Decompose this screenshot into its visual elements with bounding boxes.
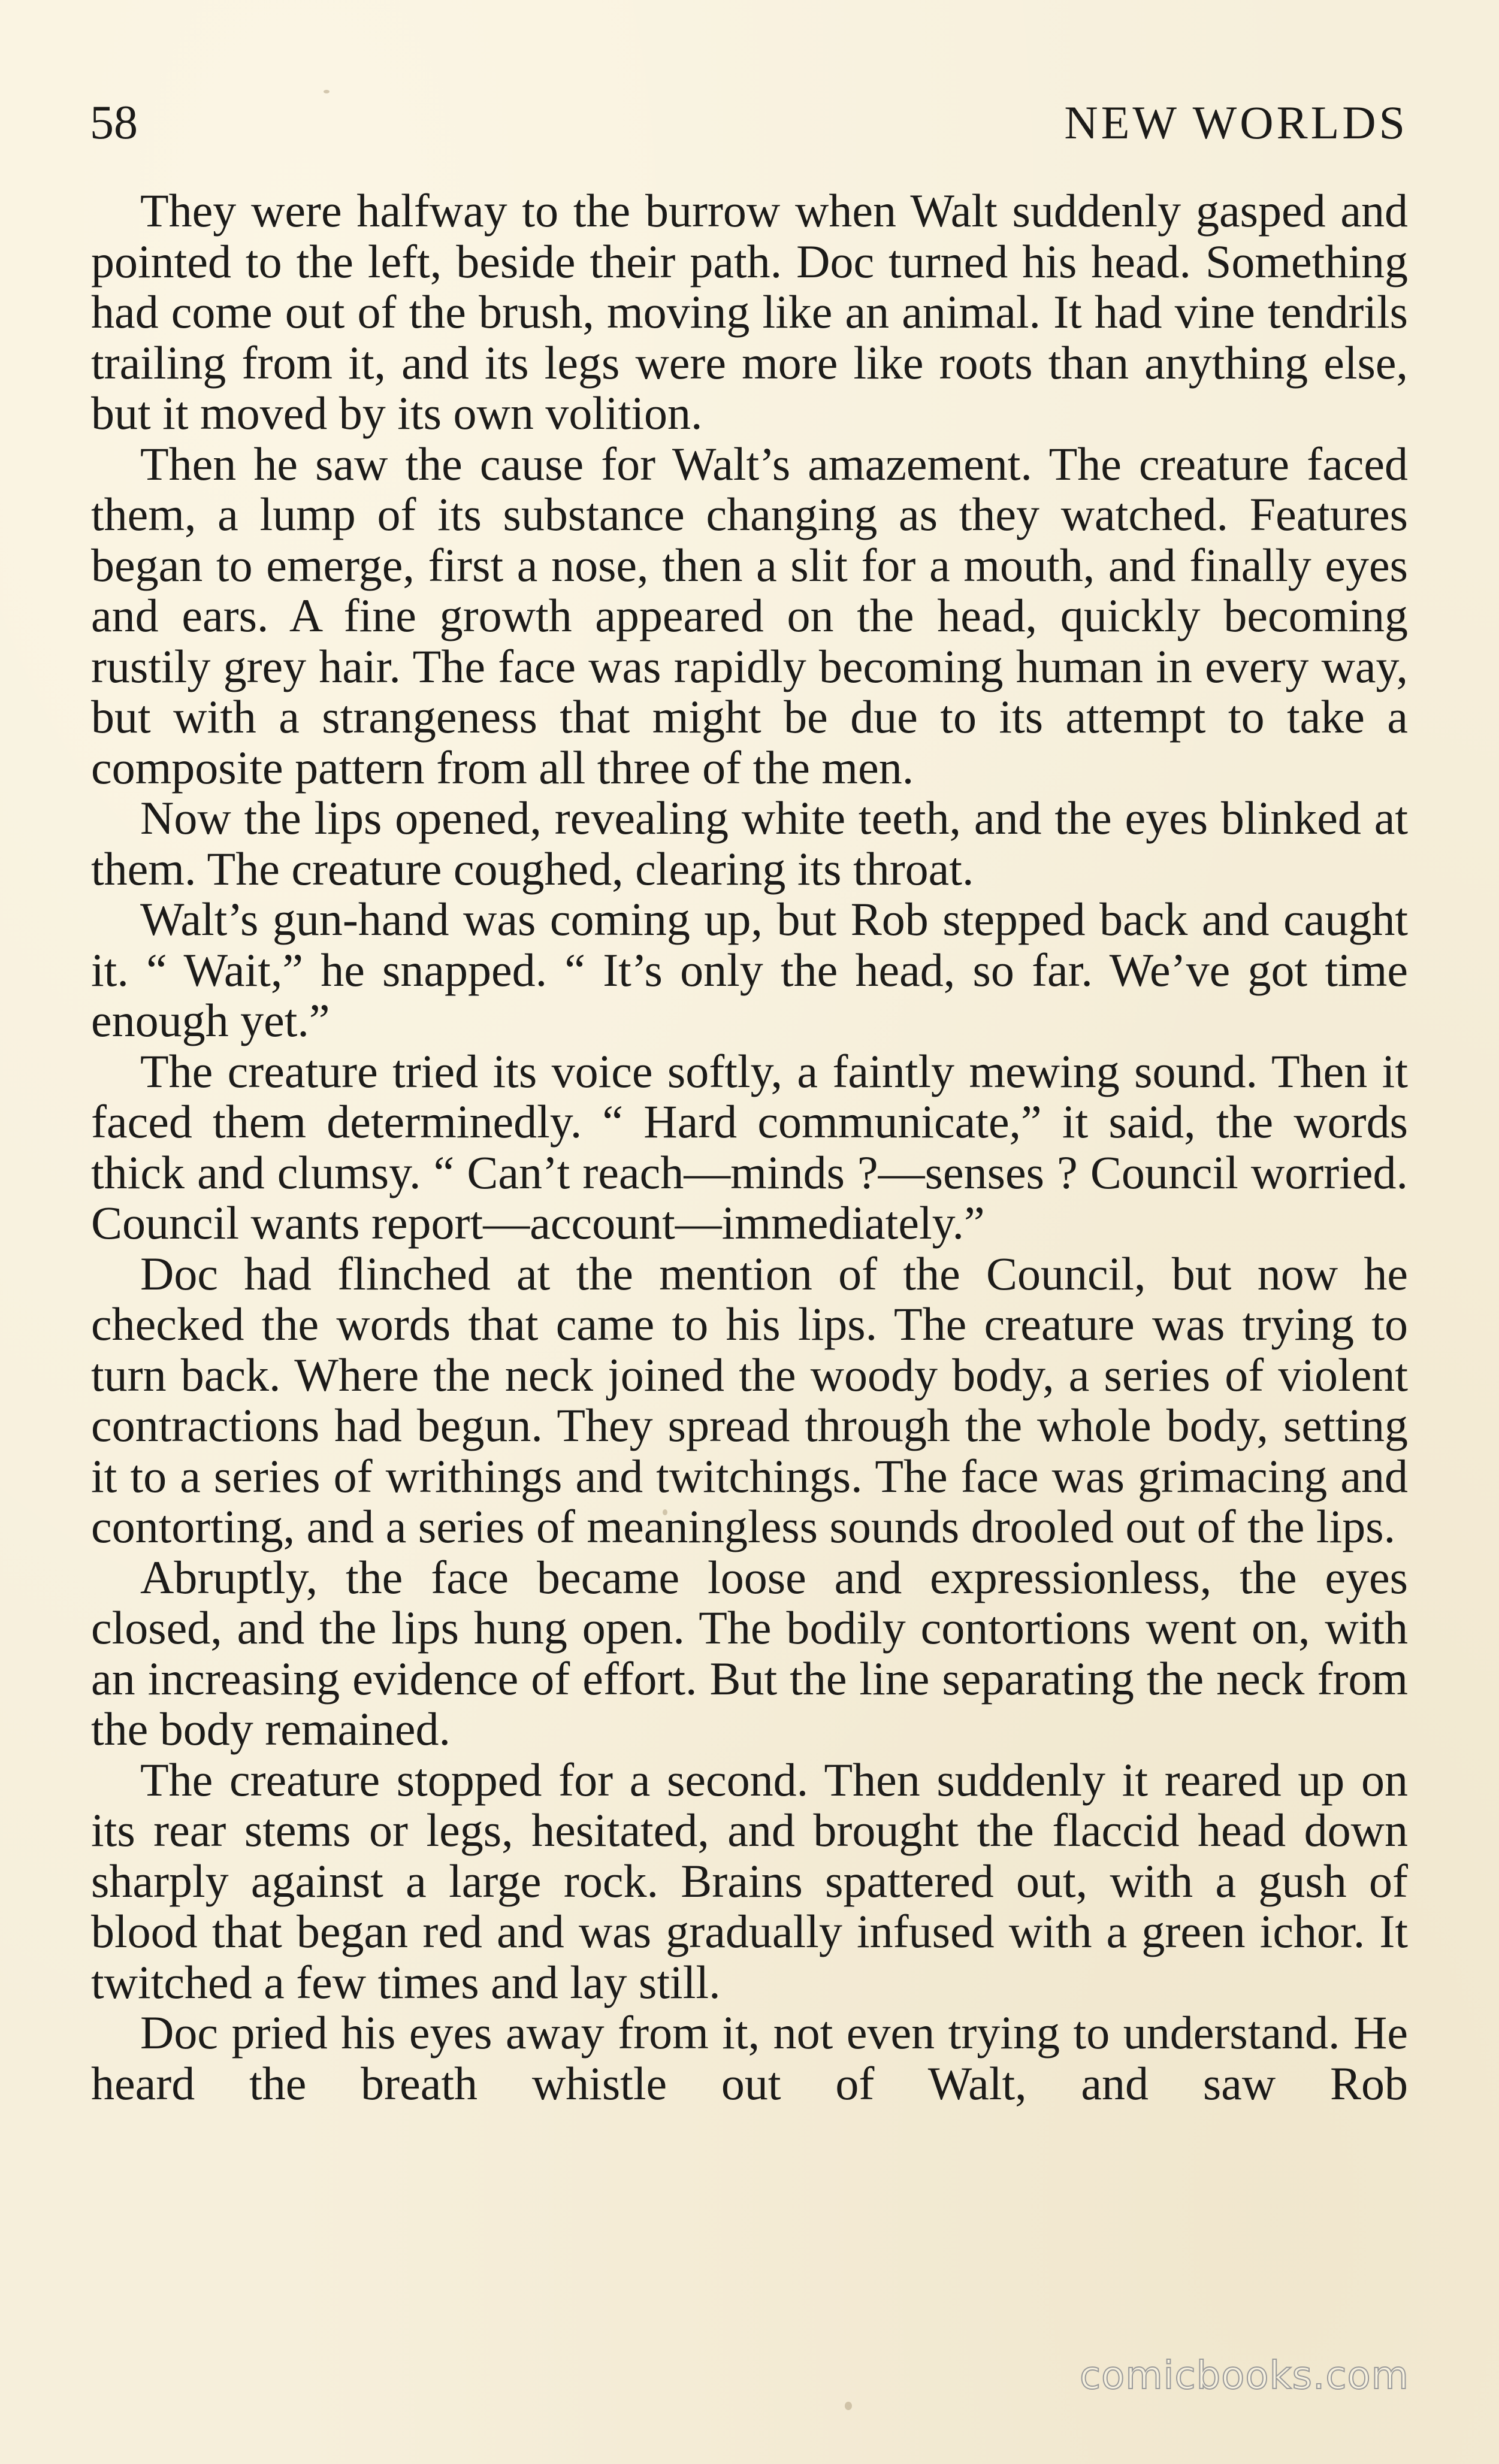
running-title: NEW WORLDS [1064, 96, 1408, 149]
paragraph: Now the lips opened, revealing white teeth, and the eyes blinked at them. The creature coughed, clearing its throat. [91, 792, 1408, 895]
paragraph: Abruptly, the face became loose and expressionless, the eyes closed, and the lips hung open. The bodily contortions went on, with an increasing evidence of effort. But the line separating the neck from the body remained. [91, 1551, 1408, 1755]
paragraph: Then he saw the cause for Walt’s amazement. The creature faced them, a lump of its substance changing as they watched. Features began to emerge, first a nose, then a slit for a mouth, and finally eyes and ears. A fine growth appeared on the head, quickly becoming rustily grey hair. The face was rapidly becoming human in every way, but with a strangeness that might be due to its attempt to take a composite pattern from all three of the men. [91, 437, 1408, 794]
paragraph: The creature tried its voice softly, a faintly mewing sound. Then it faced them determinedly. “ Hard communicate,” it said, the words thick and clumsy. “ Can’t reach—minds ?—senses ? Council worried. Council wants report—account—immediately.” [91, 1045, 1408, 1249]
page-number: 58 [90, 96, 138, 149]
paper-speck [845, 2402, 852, 2410]
paragraph: Doc pried his eyes away from it, not even trying to understand. He heard the breath whistle out of Walt, and saw Rob [91, 2006, 1408, 2109]
paragraph: They were halfway to the burrow when Walt suddenly gasped and pointed to the left, beside their path. Doc turned his head. Something had come out of the brush, moving like an animal. It had vine tendrils trailing from it, and its legs were more like roots than anything else, but it moved by its own volition. [91, 184, 1408, 439]
watermark: comicbooks.com [1079, 2354, 1409, 2398]
story-text [91, 186, 1408, 2109]
paragraph: Walt’s gun-hand was coming up, but Rob stepped back and caught it. “ Wait,” he snapped. “ It’s only the head, so far. We’ve got time enough yet.” [91, 893, 1408, 1046]
page-header [90, 90, 1408, 156]
paragraph: Doc had flinched at the mention of the Council, but now he checked the words that came to his lips. The creature was trying to turn back. Where the neck joined the woody body, a series of violent contractions had begun. They spread through the whole body, setting it to a series of writhings and twitchings. The face was grimacing and contorting, and a series of meaningless sounds drooled out of the lips. [91, 1247, 1408, 1552]
paragraph: The creature stopped for a second. Then suddenly it reared up on its rear stems or legs, hesitated, and brought the flaccid head down sharply against a large rock. Brains spattered out, with a gush of blood that began red and was gradually infused with a green ichor. It twitched a few times and lay still. [91, 1753, 1408, 2008]
